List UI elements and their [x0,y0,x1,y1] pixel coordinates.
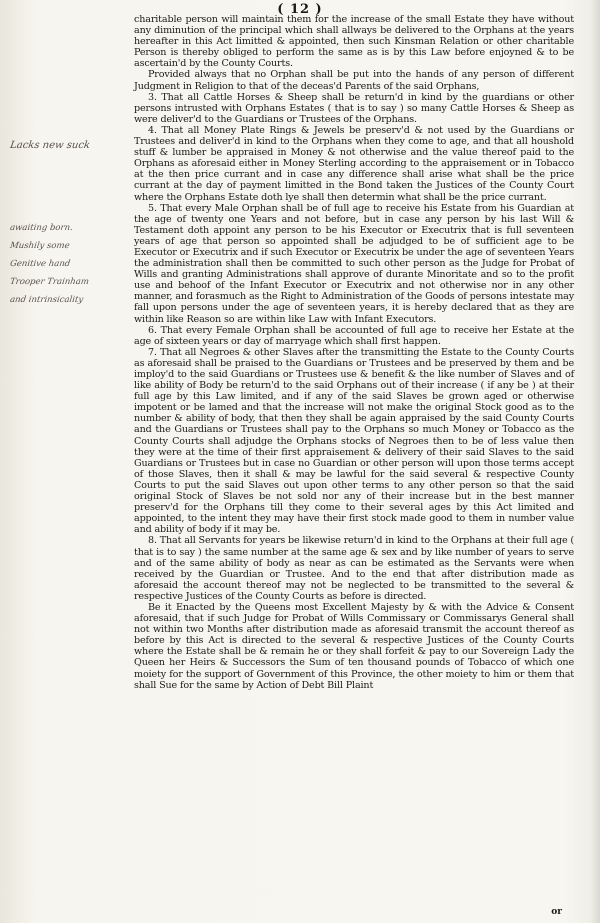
paragraph-proviso: Provided always that no Orphan shall be put into the hands of any person of different Judgment in Religion to that of the deceas'd Parents of the said Orphans, [134,69,574,92]
margin-note: and intrinsicality [9,295,84,305]
paragraph-4: 4. That all Money Plate Rings & Jewels be preserv'd & not used by the Guardians or Trustees and deliver'd in kind to the Orphans when they come to age, and that all houshold stuff & lumber be appraised in Money & not otherwise and the value thereof paid to the Orphans as aforesaid either in Money Sterling according to the appraisement or in Tobacco at the then price currant and in case any difference shall arise what shall be the price currant at the day of payment limitted in the Bond taken the Justices of the County Court where the Orphans Estate doth lye shall then determin what shall be the price currant. [134,124,574,203]
paragraph-3: 3. That all Cattle Horses & Sheep shall be return'd in kind by the guardians or other persons intrusted with Orphans Estates ( that is to say ) so many Cattle Horses & Sheep as were deliver'd to the Guardians or Trustees of the Orphans. [134,91,574,125]
body-text [134,14,574,691]
paragraph-continuation: charitable person will maintain them for the increase of the small Estate they have without any diminution of the principal which shall allways be delivered to the Orphans at the years hereafter in this Act limitted & appointed, then such Kinsman Relation or other charitable Person is thereby obliged to perform the same as is by this Law before enjoyned & to be ascertain'd by the County Courts. [134,14,574,70]
margin-note: Lacks new suck [9,140,91,151]
margin-note: Trooper Trainham [9,277,90,287]
paragraph-5: 5. That every Male Orphan shall be of full age to receive his Estate from his Guardian at the age of twenty one Years and not before, but in case any person by his last Will & Testament doth appoint any person to be his Executor or Executrix that is full seventeen years of age that person so appointed shall be adjudged to be of sufficient age to be Executor or Executrix and if such Executor or Executrix be under the age of seventeen Years the administration shall then be committed to such other person as the Judge for Probat of Wills and granting Administrations shall approve of durante Minoritate and so to the profit use and behoof of the Infant Executor or Executrix and not otherwise nor in any other manner, and forasmuch as the Right to Administration of the Goods of persons intestate may fall upon persons under the age of seventeen years, it is hereby declared that as they are within like Reason so are within like Law with Infant Executors. [134,202,574,325]
margin-note: Mushily some [9,241,71,251]
catchword: or [551,907,562,917]
page-edge-shadow [590,0,600,923]
margin-notes [10,140,122,312]
paragraph-6: 6. That every Female Orphan shall be accounted of full age to receive her Estate at the age of sixteen years or day of marryage which shall first happen. [134,324,574,347]
margin-note: awaiting born. [9,223,74,233]
paragraph-enactment: Be it Enacted by the Queens most Excellent Majesty by & with the Advice & Consent aforesaid, that if such Judge for Probat of Wills Commissary or Commissarys General shall not within two Months after distribution made as aforesaid transmit the account thereof as before by this Act is directed to the several & respective Justices of the County Courts where the Estate shall be & remain he or they shall forfeit & pay to our Sovereign Lady the Queen her Heirs & Successors the Sum of ten thousand pounds of Tobacco of which one moiety for the support of Government of this Province, the other moiety to him or them that shall Sue for the same by Action of Debt Bill Plaint [134,601,574,691]
paragraph-7: 7. That all Negroes & other Slaves after the transmitting the Estate to the County Courts as aforesaid shall be praised to the Guardians or Trustees and be preserved by them and be imploy'd to the said Guardians or Trustees use & benefit & the like number of Slaves and of like ability of Body be return'd to the said Orphans out of their increase ( if any be ) at their full age by this Law limited, and if any of the said Slaves be grown aged or otherwise impotent or be lamed and that the increase will not make the original Stock good as to the number & ability of body, that then they shall be again appraised by the said County Courts and the Guardians or Trustees shall pay to the Orphans so much Money or Tobacco as the County Courts shall adjudge the Orphans stocks of Negroes then to be of less value then they were at the time of their first appraisement & delivery of their said Slaves to the said Guardians or Trustees but in case no Guardian or other person will upon those terms accept of those Slaves, then it shall & may be lawful for the said several & respective County Courts to put the said Slaves out upon other terms to any other person so that the said original Stock of Slaves be not sold nor any of their increase but in the best manner preserv'd for the Orphans till they come to their several ages by this Act limited and appointed, to the intent they may have their first stock made good to them in number value and ability of body if it may be. [134,346,574,536]
margin-note: Genitive hand [9,259,71,269]
paragraph-8: 8. That all Servants for years be likewise return'd in kind to the Orphans at their full age ( that is to say ) the same number at the same age & sex and by like number of years to serve and of the same ability of body as near as can be estimated as the Servants were when received by the Guardian or Trustee. And to the end that after distribution made as aforesaid the account thereof may not be neglected to be transmitted to the several & respective Justices of the County Courts as before is directed. [134,535,574,602]
page-number: ( 12 ) [277,2,323,17]
